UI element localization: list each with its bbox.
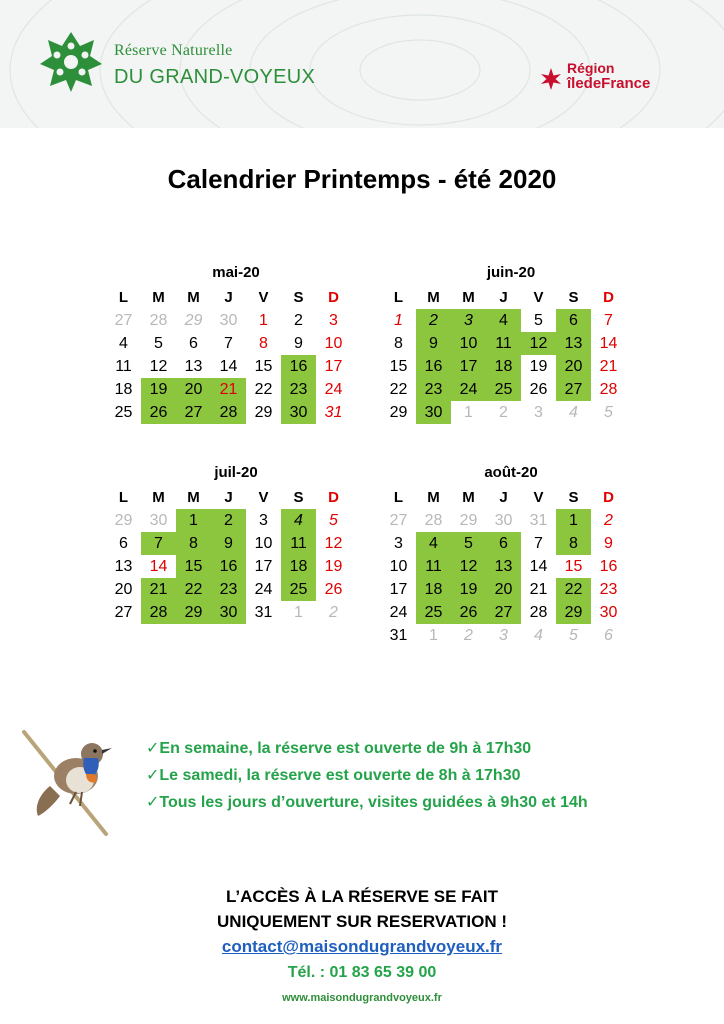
- weekday-header: L: [393, 489, 404, 506]
- calendar-day: 15: [564, 558, 583, 575]
- calendar-day: 2: [416, 309, 451, 332]
- calendar-day: 6: [486, 532, 521, 555]
- region-logo: [540, 60, 680, 96]
- calendar-day: 6: [119, 535, 128, 552]
- calendar-day: 26: [451, 601, 486, 624]
- calendar-day: 1: [294, 604, 303, 621]
- region-name-line2: îledeFrance: [567, 75, 651, 92]
- calendar-day: 23: [281, 378, 316, 401]
- calendar-day: 29: [389, 404, 408, 421]
- calendar-day: 2: [464, 627, 473, 644]
- calendar-day: 22: [556, 578, 591, 601]
- weekday-header: M: [152, 489, 165, 506]
- calendar-day: 11: [416, 555, 451, 578]
- month-title: juin-20: [486, 264, 536, 281]
- calendar-day: 27: [389, 512, 408, 529]
- calendar-day: 1: [259, 312, 268, 329]
- calendar-day: 29: [254, 404, 273, 421]
- contact-phone: Tél. : 01 83 65 39 00: [287, 964, 437, 981]
- calendar-day: 19: [451, 578, 486, 601]
- calendar-day: 15: [254, 358, 273, 375]
- calendar-day: 5: [451, 532, 486, 555]
- calendar-day: 23: [211, 578, 246, 601]
- calendar-day: 12: [149, 358, 168, 375]
- weekday-header: M: [462, 289, 475, 306]
- calendar-day: 25: [114, 404, 133, 421]
- calendar-day: 10: [389, 558, 408, 575]
- calendar-day: 5: [534, 312, 543, 329]
- calendar-day: 29: [176, 601, 211, 624]
- calendar-day: 29: [459, 512, 478, 529]
- calendar-day: 2: [294, 312, 303, 329]
- weekday-header: L: [118, 489, 129, 506]
- calendar-day: 30: [219, 312, 238, 329]
- calendar-day: 6: [556, 309, 591, 332]
- calendar-day: 14: [599, 335, 618, 352]
- calendar-day: 27: [556, 378, 591, 401]
- calendar-day: 30: [599, 604, 618, 621]
- calendar-day: 22: [176, 578, 211, 601]
- calendar-day: 4: [119, 335, 128, 352]
- calendar-day: 17: [254, 558, 273, 575]
- page-title: Calendrier Printemps - été 2020: [167, 164, 557, 194]
- calendar-day: 25: [281, 578, 316, 601]
- calendar-day: 25: [416, 601, 451, 624]
- calendar-day: 7: [534, 535, 543, 552]
- calendar-day: 1: [556, 509, 591, 532]
- calendar-day: 20: [486, 578, 521, 601]
- calendar-day: 14: [529, 558, 548, 575]
- calendar-day: 8: [259, 335, 268, 352]
- info-text: En semaine, la réserve est ouverte de 9h à 17h30: [159, 740, 532, 757]
- calendar-day: 8: [394, 335, 403, 352]
- calendar-day: 24: [389, 604, 408, 621]
- calendar-day: 17: [389, 581, 408, 598]
- contact-email-link[interactable]: contact@maisondugrandvoyeux.fr: [221, 937, 503, 956]
- weekday-header: L: [393, 289, 404, 306]
- reserve-name-line1: Réserve Naturelle: [114, 42, 233, 59]
- month-grid: [106, 486, 351, 624]
- calendar-day: 3: [394, 535, 403, 552]
- weekday-header: S: [293, 489, 304, 506]
- calendar-day: 11: [486, 332, 521, 355]
- calendar-day: 25: [486, 378, 521, 401]
- calendar-day: 5: [329, 512, 338, 529]
- website-url[interactable]: www.maisondugrandvoyeux.fr: [282, 992, 442, 1004]
- notice-line1: L’ACCÈS À LA RÉSERVE SE FAIT: [225, 887, 499, 906]
- calendar-day: 4: [569, 404, 578, 421]
- calendar-day: 17: [324, 358, 343, 375]
- calendar-day: 30: [281, 401, 316, 424]
- weekday-header: L: [118, 289, 129, 306]
- calendar-day: 1: [429, 627, 438, 644]
- calendar-day: 12: [521, 332, 556, 355]
- calendar-day: 12: [451, 555, 486, 578]
- bluethroat-bird-icon: [20, 724, 120, 840]
- calendar-day: 13: [556, 332, 591, 355]
- calendar-day: 2: [499, 404, 508, 421]
- calendar-day: 15: [389, 358, 408, 375]
- month-title: août-20: [484, 464, 538, 481]
- weekday-header: D: [328, 289, 339, 306]
- calendar-day: 4: [281, 509, 316, 532]
- weekday-header: J: [224, 489, 233, 506]
- calendar-day: 3: [534, 404, 543, 421]
- calendar-day: 21: [211, 378, 246, 401]
- calendar-day: 29: [556, 601, 591, 624]
- weekday-header: D: [603, 289, 614, 306]
- calendar-day: 1: [176, 509, 211, 532]
- calendar-day: 6: [189, 335, 198, 352]
- weekday-header: V: [533, 289, 544, 306]
- calendar-day: 31: [529, 512, 548, 529]
- calendar-day: 23: [599, 581, 618, 598]
- weekday-header: M: [187, 289, 200, 306]
- calendar-day: 2: [604, 512, 613, 529]
- calendar-day: 4: [486, 309, 521, 332]
- calendar-day: 27: [176, 401, 211, 424]
- calendar-day: 17: [451, 355, 486, 378]
- reserve-name-line2: DU GRAND-VOYEUX: [114, 66, 316, 88]
- calendar-day: 29: [184, 312, 203, 329]
- calendar-day: 27: [114, 312, 133, 329]
- weekday-header: M: [187, 489, 200, 506]
- calendar-day: 10: [324, 335, 343, 352]
- calendar-day: 1: [394, 312, 403, 329]
- calendar-day: 7: [141, 532, 176, 555]
- calendar-day: 19: [141, 378, 176, 401]
- calendar-day: 24: [451, 378, 486, 401]
- calendar-day: 3: [451, 309, 486, 332]
- calendar-day: 5: [154, 335, 163, 352]
- calendar-day: 7: [604, 312, 613, 329]
- calendar-day: 19: [324, 558, 343, 575]
- notice-line2: UNIQUEMENT SUR RESERVATION !: [217, 912, 507, 931]
- calendar-day: 8: [556, 532, 591, 555]
- info-text: Le samedi, la réserve est ouverte de 8h à 17h30: [159, 767, 521, 784]
- calendar-day: 28: [424, 512, 443, 529]
- calendar-day: 13: [184, 358, 203, 375]
- calendar-day: 30: [416, 401, 451, 424]
- month-grid: [381, 486, 626, 647]
- month-title: mai-20: [212, 264, 260, 281]
- reserve-logo: [38, 30, 328, 94]
- calendar-day: 20: [556, 355, 591, 378]
- calendar-day: 20: [114, 581, 133, 598]
- weekday-header: S: [293, 289, 304, 306]
- calendar-day: 28: [211, 401, 246, 424]
- calendar-day: 10: [451, 332, 486, 355]
- calendar-day: 20: [176, 378, 211, 401]
- weekday-header: M: [427, 489, 440, 506]
- calendar-day: 6: [604, 627, 613, 644]
- info-text: Tous les jours d’ouverture, visites guidées à 9h30 et 14h: [159, 794, 588, 811]
- calendar-day: 26: [529, 381, 548, 398]
- calendar-day: 18: [416, 578, 451, 601]
- calendar-day: 18: [486, 355, 521, 378]
- calendar-day: 16: [281, 355, 316, 378]
- weekday-header: J: [499, 289, 508, 306]
- weekday-header: V: [258, 489, 269, 506]
- calendar-day: 15: [176, 555, 211, 578]
- calendar-day: 30: [149, 512, 168, 529]
- weekday-header: M: [152, 289, 165, 306]
- calendar-day: 5: [604, 404, 613, 421]
- calendar-day: 24: [324, 381, 343, 398]
- weekday-header: S: [568, 489, 579, 506]
- calendar-day: 14: [219, 358, 238, 375]
- calendar-day: 21: [529, 581, 548, 598]
- calendar-day: 16: [599, 558, 618, 575]
- calendar-day: 30: [494, 512, 513, 529]
- calendar-day: 1: [464, 404, 473, 421]
- check-icon: ✓: [146, 794, 160, 811]
- weekday-header: J: [224, 289, 233, 306]
- weekday-header: J: [499, 489, 508, 506]
- calendar-day: 8: [176, 532, 211, 555]
- calendar-day: 31: [324, 404, 343, 421]
- header-band: [0, 0, 724, 128]
- star-logo-icon: [540, 68, 562, 90]
- calendar-day: 28: [149, 312, 168, 329]
- calendar-day: 16: [416, 355, 451, 378]
- calendar-day: 21: [599, 358, 618, 375]
- calendar-day: 9: [604, 535, 613, 552]
- calendar-day: 24: [254, 581, 273, 598]
- info-guided-visits: [146, 792, 588, 819]
- calendar-day: 31: [254, 604, 273, 621]
- check-icon: ✓: [146, 767, 160, 784]
- check-icon: ✓: [146, 740, 160, 757]
- calendar-day: 28: [141, 601, 176, 624]
- calendar-day: 10: [254, 535, 273, 552]
- weekday-header: V: [533, 489, 544, 506]
- calendar-day: 19: [529, 358, 548, 375]
- calendar-day: 4: [416, 532, 451, 555]
- month-grid: [381, 286, 626, 424]
- region-name-line1: Région: [567, 60, 615, 76]
- opening-info: [146, 738, 588, 819]
- calendar-day: 27: [486, 601, 521, 624]
- calendar-day: 3: [499, 627, 508, 644]
- calendar-day: 7: [224, 335, 233, 352]
- calendar-day: 2: [211, 509, 246, 532]
- info-weekdays: [146, 738, 588, 765]
- calendar-day: 9: [294, 335, 303, 352]
- weekday-header: V: [258, 289, 269, 306]
- calendar-day: 14: [149, 558, 168, 575]
- weekday-header: M: [462, 489, 475, 506]
- calendar-day: 13: [486, 555, 521, 578]
- weekday-header: M: [427, 289, 440, 306]
- calendar-day: 28: [599, 381, 618, 398]
- calendar-day: 12: [324, 535, 343, 552]
- weekday-header: D: [328, 489, 339, 506]
- calendar-day: 23: [416, 378, 451, 401]
- calendar-day: 5: [569, 627, 578, 644]
- calendar-day: 11: [115, 358, 132, 375]
- calendar-day: 22: [389, 381, 408, 398]
- calendar-day: 2: [329, 604, 338, 621]
- calendar-day: 3: [329, 312, 338, 329]
- info-saturday: [146, 765, 588, 792]
- month-grid: [106, 286, 351, 424]
- month-title: juil-20: [214, 464, 258, 481]
- calendar-day: 16: [211, 555, 246, 578]
- calendar-day: 27: [114, 604, 133, 621]
- calendar-day: 13: [114, 558, 133, 575]
- calendar-day: 9: [211, 532, 246, 555]
- calendar-day: 26: [141, 401, 176, 424]
- calendar-day: 28: [529, 604, 548, 621]
- calendar-day: 3: [259, 512, 268, 529]
- calendar-day: 18: [281, 555, 316, 578]
- calendar-day: 9: [416, 332, 451, 355]
- reservation-notice: [0, 884, 724, 987]
- calendar-day: 11: [281, 532, 316, 555]
- calendar-day: 22: [254, 381, 273, 398]
- calendar-day: 21: [141, 578, 176, 601]
- weekday-header: D: [603, 489, 614, 506]
- calendar-day: 4: [534, 627, 543, 644]
- weekday-header: S: [568, 289, 579, 306]
- flower-logo-icon: [38, 30, 104, 94]
- calendar-day: 31: [389, 627, 408, 644]
- calendar-day: 18: [114, 381, 133, 398]
- calendar-day: 29: [114, 512, 133, 529]
- calendar-day: 26: [324, 581, 343, 598]
- calendar-day: 30: [211, 601, 246, 624]
